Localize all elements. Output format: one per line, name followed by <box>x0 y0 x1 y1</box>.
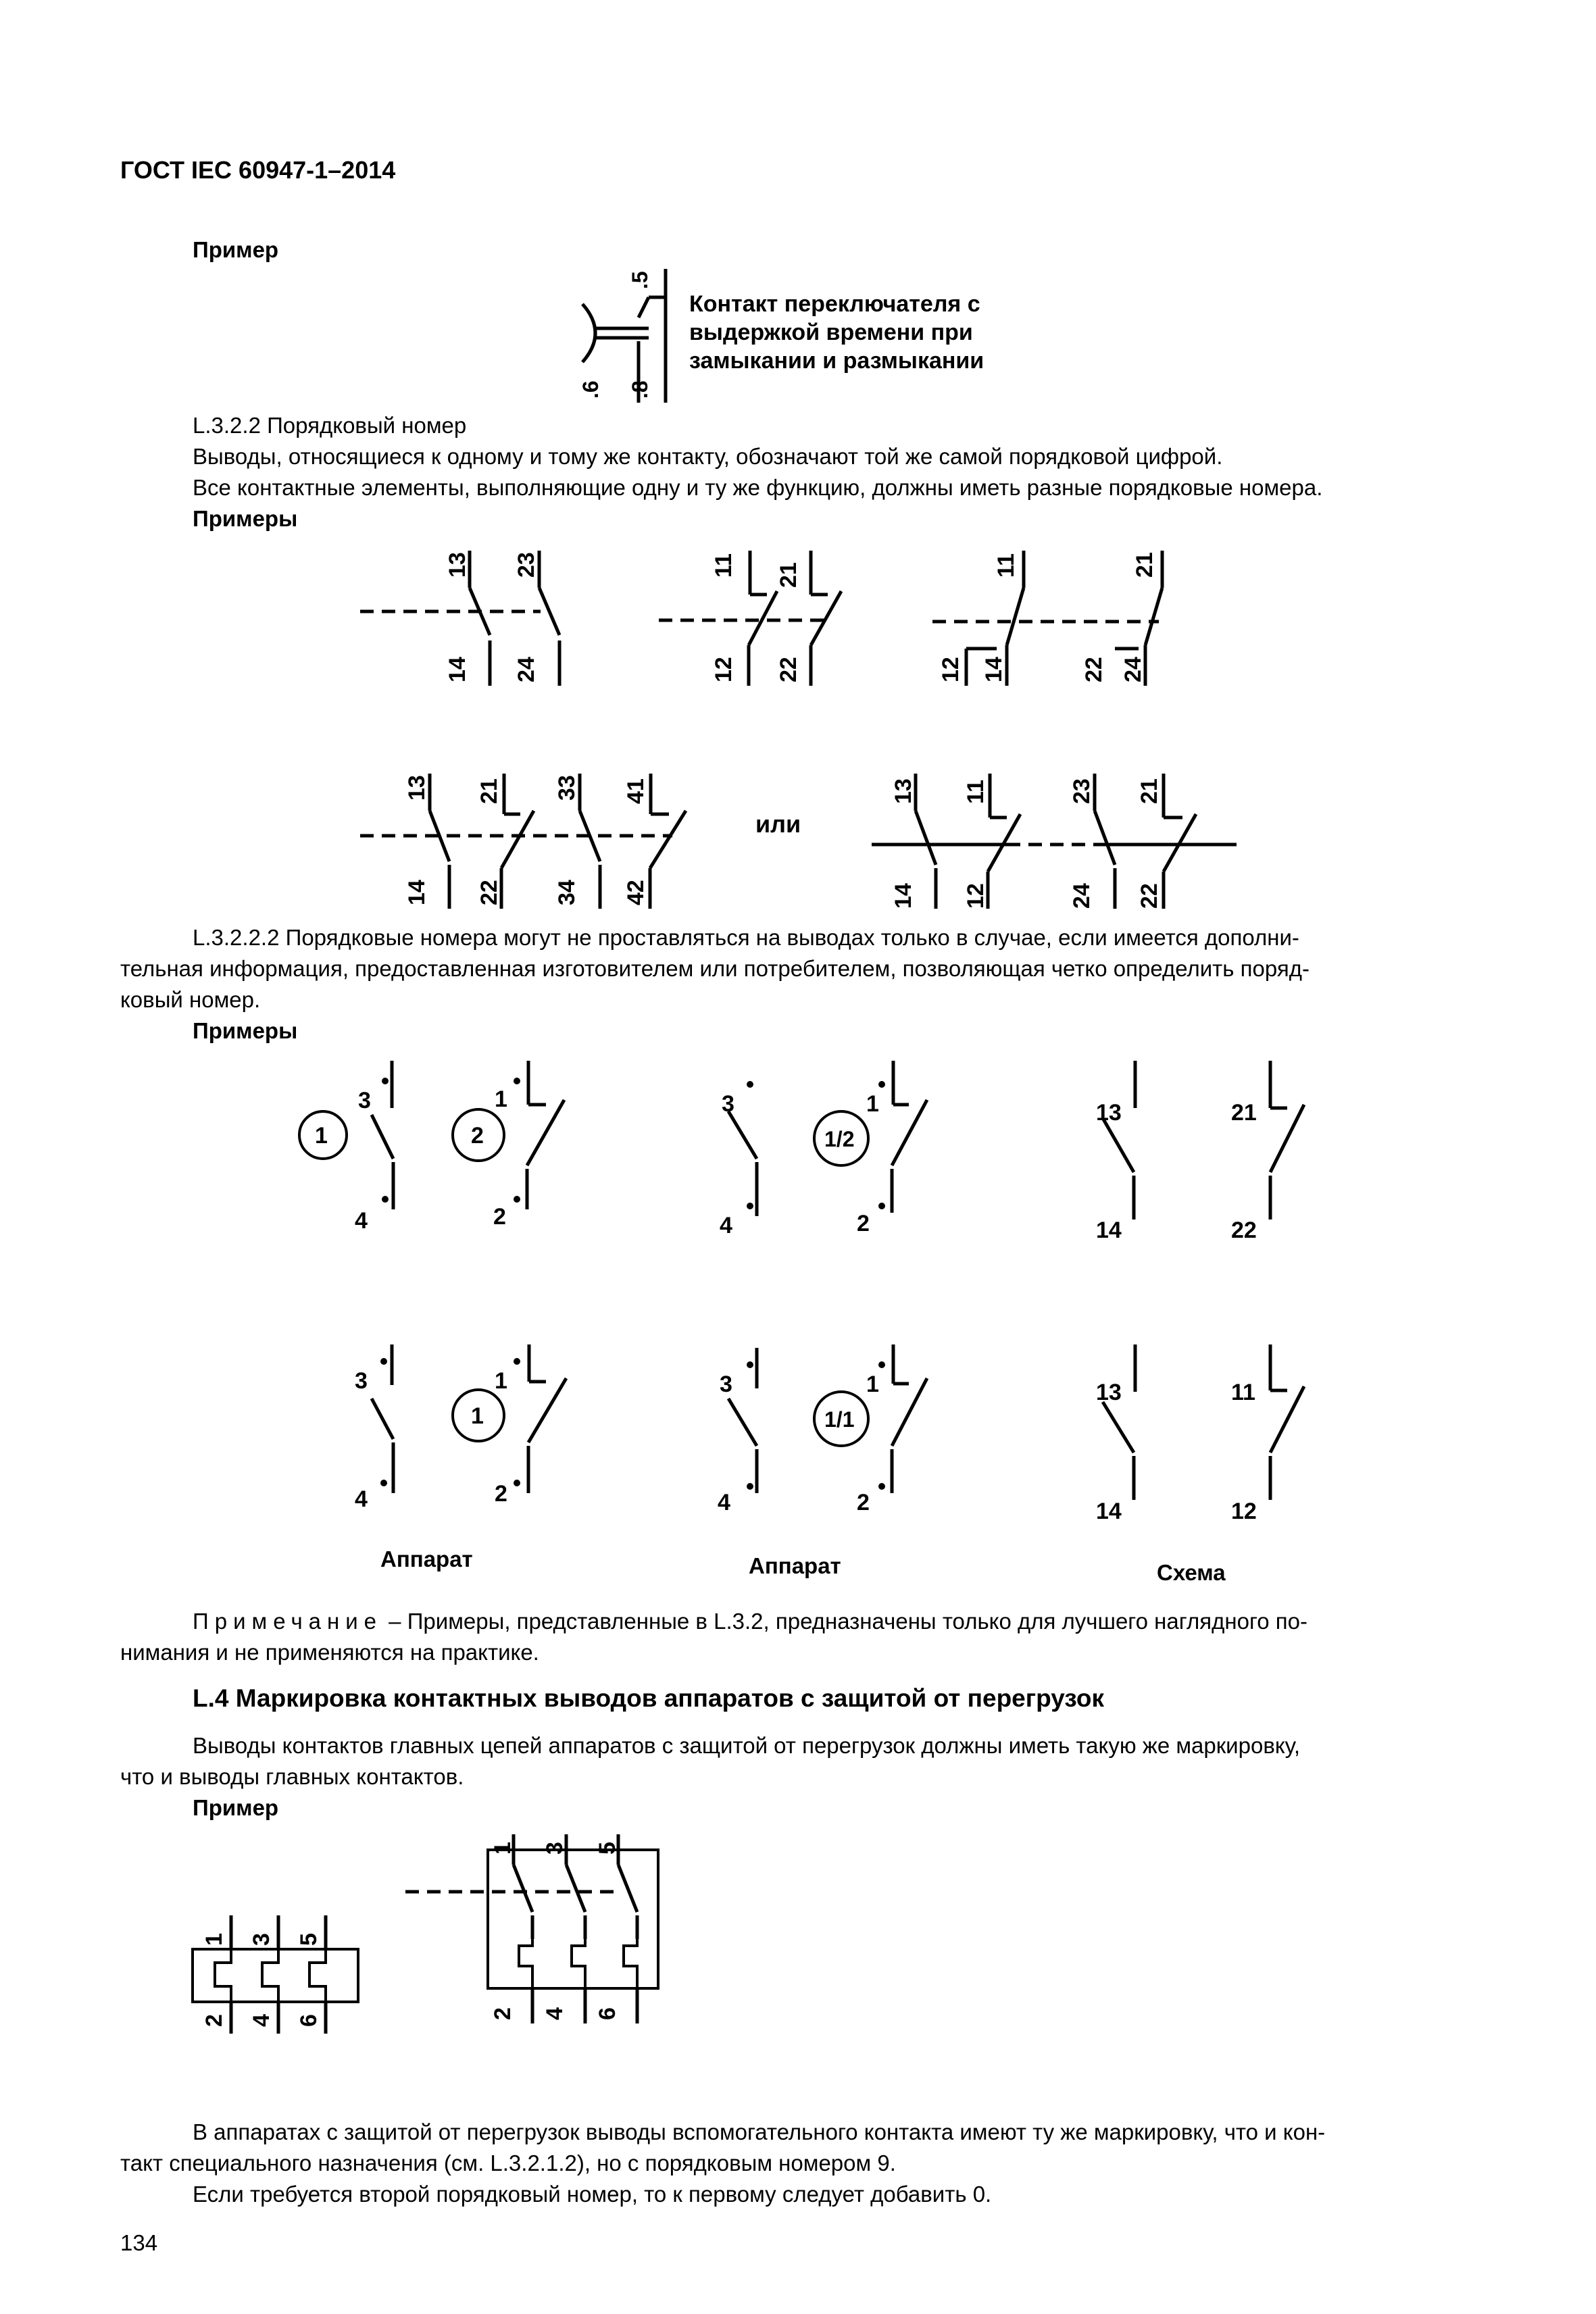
terminal-label: 13 <box>404 775 430 801</box>
scheme-example-bottom <box>1096 1344 1304 1524</box>
paragraph-line: тельная информация, предоставленная изготовителем или потребителем, позволяющая четко определить поряд- <box>120 956 1310 981</box>
terminal-label: 3 <box>722 1091 734 1117</box>
terminal-label: 11 <box>711 553 737 578</box>
contact-group-four <box>360 774 686 909</box>
terminal-label: 14 <box>445 657 470 682</box>
paragraph-line: В аппаратах с защитой от перегрузок выводы вспомогательного контакта имеют ту же маркировку, что и кон- <box>193 2119 1326 2144</box>
apparatus-example-a-bottom <box>355 1344 566 1512</box>
apparatus-label: Аппарат <box>749 1553 841 1578</box>
terminal-label: 2 <box>201 2014 227 2027</box>
terminal-label: 3 <box>542 1842 568 1855</box>
section-title-l4: L.4 Маркировка контактных выводов аппаратов с защитой от перегрузок <box>193 1684 1104 1712</box>
terminal-label: 1 <box>866 1372 879 1397</box>
terminal-label: 1 <box>495 1086 507 1112</box>
terminal-label: 2 <box>857 1490 870 1515</box>
paragraph: Выводы, относящиеся к одному и тому же контакту, обозначают той же самой порядковой цифрой. <box>193 444 1223 469</box>
note-text: – Примеры, представленные в L.3.2, предназначены только для лучшего наглядного по- <box>382 1609 1308 1634</box>
note-label: Примечание <box>193 1609 383 1634</box>
terminal-label: 11 <box>1231 1380 1255 1405</box>
terminal-label: 14 <box>1096 1217 1122 1243</box>
circle-number: 1 <box>471 1403 484 1429</box>
contact-group-changeover <box>932 551 1162 686</box>
circle-number: 2 <box>471 1123 484 1149</box>
terminal-label: 2 <box>490 2007 516 2020</box>
terminal-label: 12 <box>963 883 989 909</box>
terminal-label: 3 <box>358 1088 371 1113</box>
terminal-label: 4 <box>542 2007 568 2020</box>
terminal-label: 13 <box>891 778 916 804</box>
terminal-label: 13 <box>445 552 470 578</box>
terminal-label: 4 <box>718 1490 730 1515</box>
terminal-label: 22 <box>476 880 502 905</box>
examples-heading: Примеры <box>193 506 298 531</box>
terminal-label: 22 <box>1081 657 1107 682</box>
apparatus-example-b-top <box>720 1061 927 1238</box>
terminal-label: 1 <box>495 1368 507 1394</box>
terminal-label: 21 <box>1132 552 1157 578</box>
contact-caption-line-1: Контакт переключателя с <box>689 291 980 317</box>
terminal-label: 14 <box>1096 1499 1122 1524</box>
terminal-label: 5 <box>595 1842 620 1855</box>
terminal-label: 12 <box>711 657 737 682</box>
overload-device-right <box>405 1834 658 2023</box>
page-number: 134 <box>120 2230 158 2255</box>
terminal-label: 4 <box>355 1208 368 1234</box>
contact-group-four-alt <box>872 774 1237 909</box>
terminal-label: .6 <box>578 380 603 399</box>
terminal-label: 1 <box>490 1842 516 1855</box>
terminal-label: 3 <box>720 1372 732 1397</box>
terminal-label: 1 <box>201 1933 227 1946</box>
contact-caption-line-3: замыкании и размыкании <box>689 348 984 374</box>
paragraph-line: L.3.2.2.2 Порядковые номера могут не проставляться на выводах только в случае, если имеется дополни- <box>193 925 1299 950</box>
terminal-label: 13 <box>1096 1380 1122 1405</box>
terminal-label: 2 <box>495 1481 507 1507</box>
paragraph-line: Выводы контактов главных цепей аппаратов с защитой от перегрузок должны иметь такую же маркировку, <box>193 1733 1301 1758</box>
terminal-label: 4 <box>355 1486 368 1512</box>
terminal-label: 3 <box>355 1368 368 1394</box>
or-label: или <box>755 810 801 838</box>
overload-relay-left <box>193 1915 358 2034</box>
terminal-label: 1 <box>866 1091 879 1117</box>
terminal-label: 24 <box>1069 883 1095 909</box>
terminal-label: 11 <box>963 780 989 804</box>
examples-heading: Примеры <box>193 1018 298 1043</box>
document-header: ГОСТ IEC 60947-1–2014 <box>120 156 396 184</box>
paragraph-line: ковый номер. <box>120 987 261 1012</box>
paragraph-line: такт специального назначения (см. L.3.2.1.2), но с порядковым номером 9. <box>120 2150 896 2175</box>
terminal-label: .5 <box>628 271 652 289</box>
terminal-label: 21 <box>1137 778 1162 804</box>
terminal-label: 4 <box>720 1213 732 1238</box>
example-heading: Пример <box>193 237 279 262</box>
terminal-label: 22 <box>1137 883 1162 909</box>
circle-number: 1/2 <box>824 1127 855 1151</box>
note-line-2: нимания и не применяются на практике. <box>120 1640 539 1665</box>
terminal-label: 22 <box>1231 1217 1257 1243</box>
terminal-label: 5 <box>296 1933 322 1946</box>
circle-number: 1 <box>315 1123 328 1149</box>
terminal-label: 22 <box>776 657 801 682</box>
terminal-label: 2 <box>857 1211 870 1236</box>
terminal-label: 21 <box>776 562 801 588</box>
contact-group-11-21 <box>659 551 841 686</box>
circle-number: 1/1 <box>824 1407 855 1432</box>
contact-caption-line-2: выдержкой времени при <box>689 320 973 345</box>
terminal-label: 13 <box>1096 1100 1122 1126</box>
paragraph: Все контактные элементы, выполняющие одну и ту же функцию, должны иметь разные порядковые номера. <box>193 475 1323 500</box>
terminal-label: 33 <box>554 775 580 801</box>
terminal-label: 12 <box>1231 1499 1257 1524</box>
apparatus-label: Аппарат <box>380 1546 473 1571</box>
terminal-label: 24 <box>1120 657 1146 682</box>
terminal-label: .8 <box>628 380 652 399</box>
scheme-example-top <box>1096 1061 1304 1243</box>
terminal-label: 14 <box>404 880 430 905</box>
terminal-label: 42 <box>623 880 649 905</box>
paragraph-line: что и выводы главных контактов. <box>120 1764 464 1789</box>
terminal-label: 14 <box>891 883 916 909</box>
paragraph-line: Если требуется второй порядковый номер, то к первому следует добавить 0. <box>193 2182 992 2207</box>
terminal-label: 21 <box>1231 1100 1257 1126</box>
terminal-label: 23 <box>1069 778 1095 804</box>
example-heading: Пример <box>193 1795 279 1820</box>
terminal-label: 6 <box>595 2007 620 2020</box>
apparatus-example-b-bottom <box>718 1344 927 1515</box>
terminal-label: 2 <box>493 1204 506 1230</box>
section-title-l3-2-2: L.3.2.2 Порядковый номер <box>193 413 467 438</box>
terminal-label: 6 <box>296 2014 322 2027</box>
terminal-label: 41 <box>623 778 649 804</box>
terminal-label: 4 <box>249 2014 274 2027</box>
apparatus-example-a-top <box>299 1061 564 1234</box>
terminal-label: 24 <box>514 657 539 682</box>
terminal-label: 3 <box>249 1933 274 1946</box>
terminal-label: 23 <box>514 552 539 578</box>
terminal-label: 21 <box>476 778 502 804</box>
terminal-label: 34 <box>554 880 580 905</box>
terminal-label: 11 <box>993 553 1019 578</box>
terminal-label: 12 <box>938 657 964 682</box>
time-delay-contact-symbol <box>578 269 666 403</box>
terminal-label: 14 <box>981 657 1007 682</box>
contact-group-13-23 <box>360 551 559 686</box>
scheme-label: Схема <box>1157 1560 1226 1585</box>
